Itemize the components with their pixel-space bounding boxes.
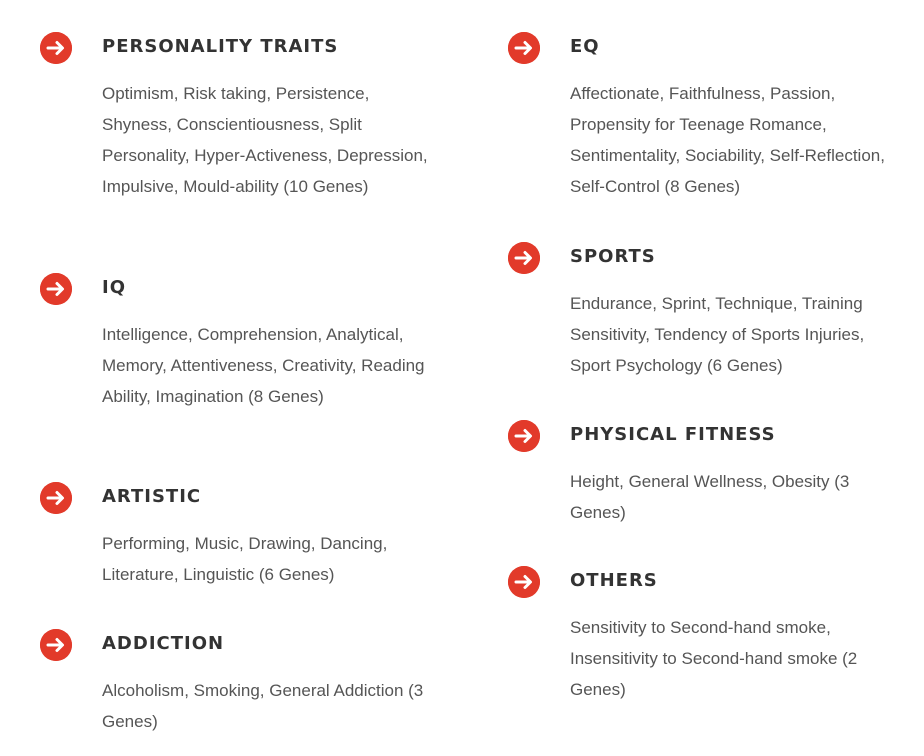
trait-sports xyxy=(508,242,908,381)
trait-description: Height, General Wellness, Obesity (3 Genes) xyxy=(570,472,850,522)
trait-description: Endurance, Sprint, Technique, Training Sensitivity, Tendency of Sports Injuries, Sport Psychology (6 Genes) xyxy=(570,294,865,375)
trait-physical-fitness xyxy=(508,420,908,528)
trait-addiction xyxy=(40,629,440,737)
trait-title: PERSONALITY TRAITS xyxy=(102,36,339,57)
trait-title: EQ xyxy=(570,36,600,57)
arrow-right-icon xyxy=(40,482,72,514)
arrow-right-icon xyxy=(40,273,72,305)
arrow-right-icon xyxy=(508,32,540,64)
trait-description: Optimism, Risk taking, Persistence, Shyness, Conscientiousness, Split Personality, Hyper-Activeness, Depression, Impulsive, Mould-ability (10 Genes) xyxy=(102,84,428,196)
arrow-right-icon xyxy=(40,32,72,64)
trait-title: ADDICTION xyxy=(102,633,225,654)
trait-description: Sensitivity to Second-hand smoke, Insensitivity to Second-hand smoke (2 Genes) xyxy=(570,618,858,699)
trait-description: Performing, Music, Drawing, Dancing, Literature, Linguistic (6 Genes) xyxy=(102,534,388,584)
trait-title: PHYSICAL FITNESS xyxy=(570,424,776,445)
trait-title: OTHERS xyxy=(570,570,658,591)
trait-title: IQ xyxy=(102,277,126,298)
trait-others xyxy=(508,566,908,705)
trait-title: ARTISTIC xyxy=(102,486,202,507)
arrow-right-icon xyxy=(40,629,72,661)
trait-description: Affectionate, Faithfulness, Passion, Propensity for Teenage Romance, Sentimentality, Sociability, Self-Reflection, Self-Control (8 Genes) xyxy=(570,84,885,196)
trait-title: SPORTS xyxy=(570,246,656,267)
arrow-right-icon xyxy=(508,566,540,598)
trait-description: Alcoholism, Smoking, General Addiction (3 Genes) xyxy=(102,681,424,731)
trait-description: Intelligence, Comprehension, Analytical, Memory, Attentiveness, Creativity, Reading Ability, Imagination (8 Genes) xyxy=(102,325,425,406)
trait-eq xyxy=(508,32,908,202)
trait-personality-traits xyxy=(40,32,440,202)
arrow-right-icon xyxy=(508,242,540,274)
arrow-right-icon xyxy=(508,420,540,452)
trait-iq xyxy=(40,273,440,412)
trait-artistic xyxy=(40,482,440,590)
